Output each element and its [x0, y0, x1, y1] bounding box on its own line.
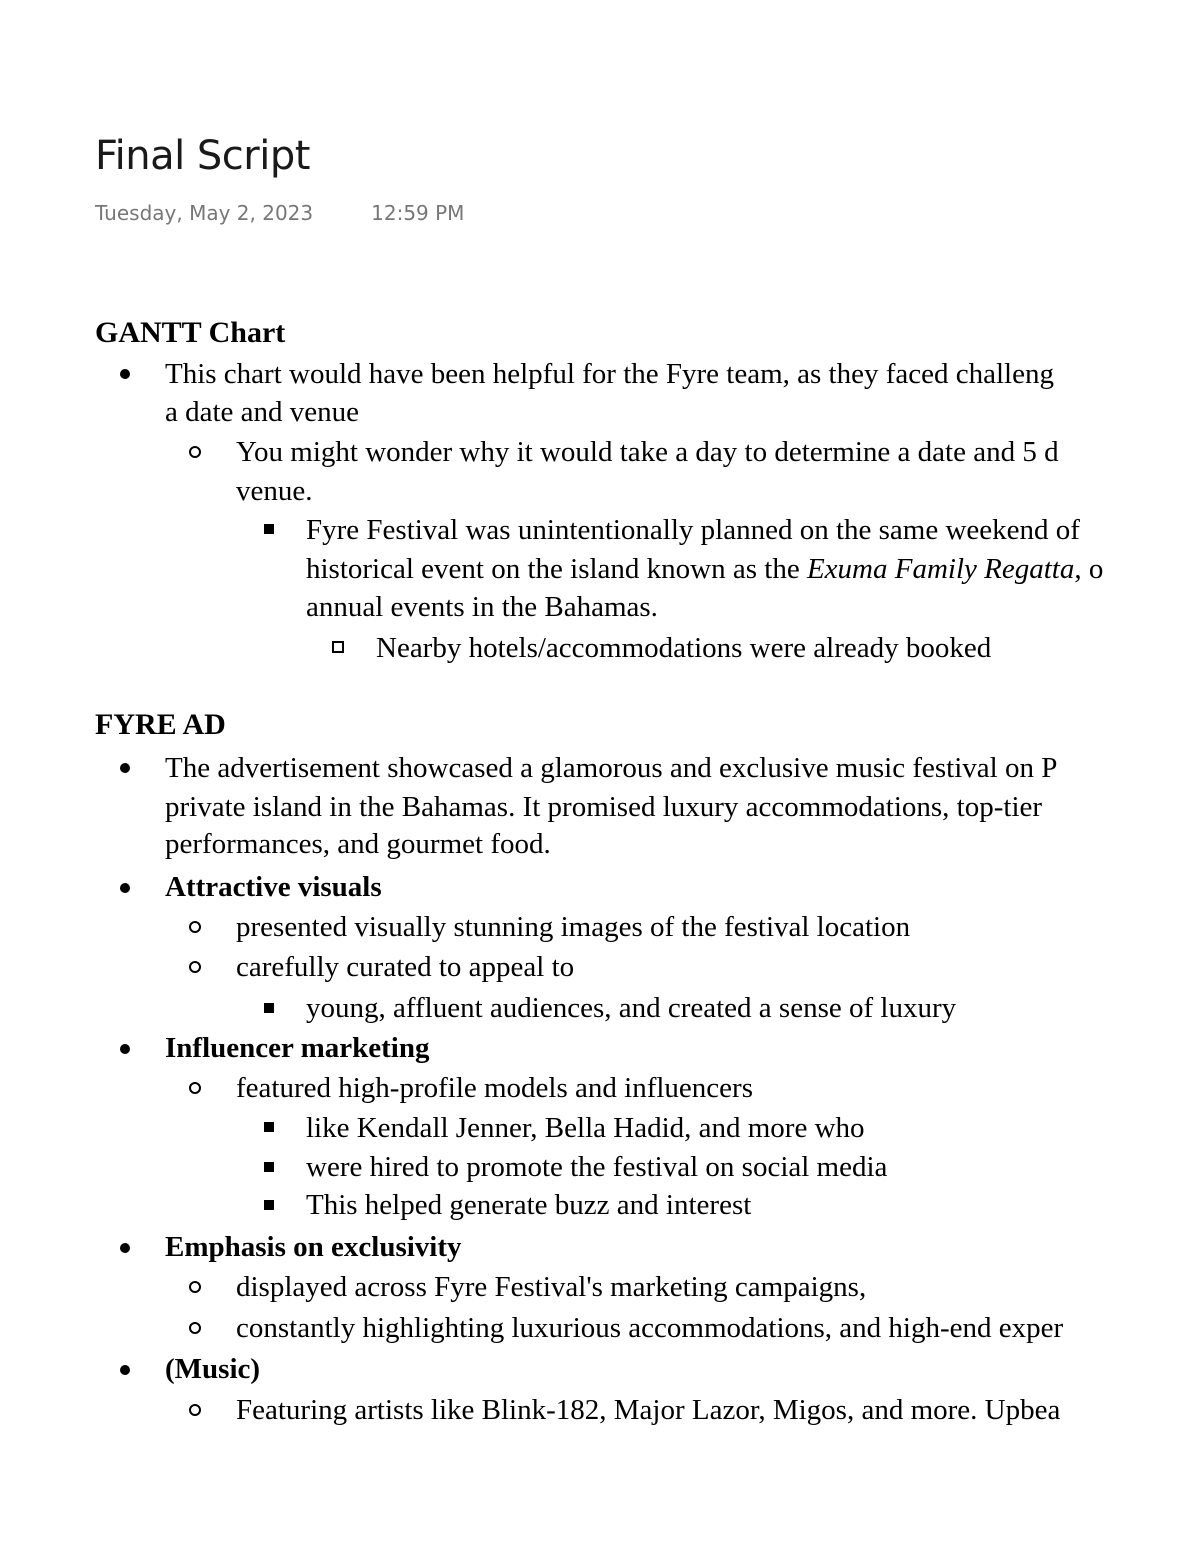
influencer-line-1b: were hired to promote the festival on social media [306, 1151, 888, 1183]
page-meta [95, 201, 464, 225]
bullet-hollow-square [332, 641, 344, 653]
music-heading: (Music) [165, 1353, 261, 1385]
bullet-circle [188, 1081, 204, 1097]
influencer-line-1a: like Kendall Jenner, Bella Hadid, and more who [306, 1112, 865, 1144]
music-line-1: Featuring artists like Blink-182, Major Lazor, Migos, and more. Upbea [236, 1394, 1061, 1426]
bullet-circle [188, 1321, 204, 1337]
exclusivity-line-2: constantly highlighting luxurious accommodations, and high-end exper [236, 1312, 1064, 1344]
bullet-square [264, 1122, 274, 1132]
visuals-line-1: presented visually stunning images of the festival location [236, 911, 911, 943]
bullet-disc [118, 881, 134, 897]
bullet-circle [188, 1403, 204, 1419]
exclusivity-heading: Emphasis on exclusivity [165, 1231, 462, 1263]
gantt-line-3b-tail: , o [1074, 553, 1104, 585]
gantt-line-2b: venue. [236, 475, 313, 507]
ad-intro-2: private island in the Bahamas. It promised luxury accommodations, top-tier [165, 791, 1043, 823]
gantt-line-3c: annual events in the Bahamas. [306, 591, 658, 623]
gantt-heading: GANTT Chart [95, 316, 286, 349]
bullet-disc [118, 761, 134, 777]
bullet-disc [118, 367, 134, 383]
gantt-line-3b-text: historical event on the island known as the [306, 553, 807, 585]
gantt-line-3: Fyre Festival was unintentionally planned on the same weekend of [306, 514, 1080, 546]
gantt-line-3b [306, 552, 1103, 586]
gantt-line-1: This chart would have been helpful for the Fyre team, as they faced challeng [165, 358, 1054, 390]
bullet-disc [118, 1241, 134, 1257]
bullet-square [264, 1200, 274, 1210]
bullet-square [264, 524, 274, 534]
ad-heading: FYRE AD [95, 708, 226, 741]
page-title: Final Script [95, 133, 310, 179]
influencer-heading: Influencer marketing [165, 1032, 430, 1064]
influencer-line-1c: This helped generate buzz and interest [306, 1189, 752, 1221]
page-time: 12:59 PM [371, 201, 465, 225]
bullet-circle [188, 445, 204, 461]
bullet-disc [118, 1042, 134, 1058]
bullet-square [264, 1162, 274, 1172]
bullet-square [264, 1003, 274, 1013]
page-date: Tuesday, May 2, 2023 [95, 201, 314, 225]
exclusivity-line-1: displayed across Fyre Festival's marketing campaigns, [236, 1271, 867, 1303]
gantt-line-2: You might wonder why it would take a day to determine a date and 5 d [236, 436, 1059, 468]
visuals-heading: Attractive visuals [165, 871, 382, 903]
visuals-line-2a: young, affluent audiences, and created a sense of luxury [306, 992, 957, 1024]
bullet-circle [188, 1280, 204, 1296]
gantt-line-4: Nearby hotels/accommodations were already booked [376, 632, 992, 664]
bullet-disc [118, 1363, 134, 1379]
bullet-circle [188, 920, 204, 936]
ad-intro-3: performances, and gourmet food. [165, 828, 551, 860]
ad-intro-1: The advertisement showcased a glamorous and exclusive music festival on P [165, 752, 1058, 784]
bullet-circle [188, 960, 204, 976]
influencer-line-1: featured high-profile models and influencers [236, 1072, 753, 1104]
visuals-line-2: carefully curated to appeal to [236, 951, 575, 983]
regatta-name: Exuma Family Regatta [806, 553, 1075, 585]
gantt-line-1b: a date and venue [165, 396, 360, 428]
